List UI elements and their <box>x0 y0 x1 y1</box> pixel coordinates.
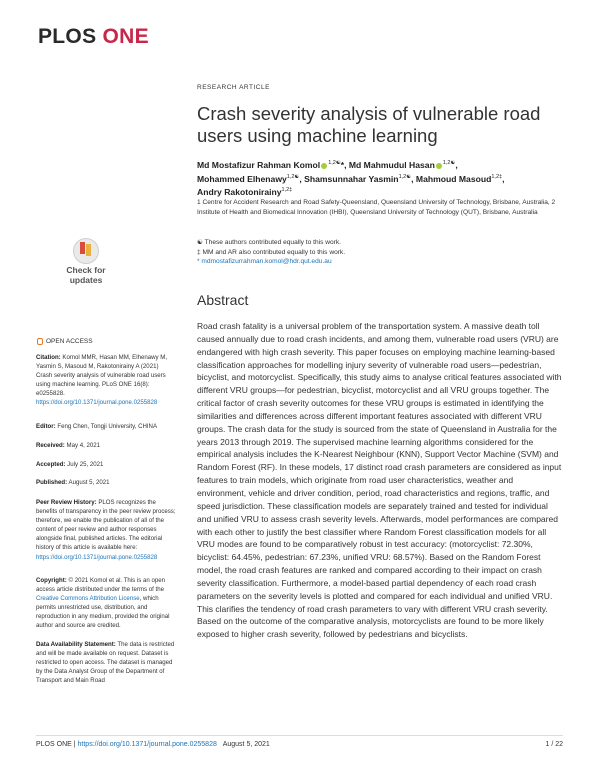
author-name[interactable]: Md Mostafizur Rahman Komol <box>197 159 321 170</box>
editor-block: Editor: Feng Chen, Tongji University, CHINA <box>36 423 158 430</box>
orcid-icon[interactable] <box>436 163 442 169</box>
author-affil-sup: 1,2☯ <box>286 173 300 180</box>
orcid-icon[interactable] <box>321 163 327 169</box>
abstract-text: Road crash fatality is a universal problem of the transportation system. A massive death toll caused annually due to road crash incidents, and among them, vulnerable road users (VRU) are endangered with high crash severity. This paper focuses on employing machine learning-based classification approaches for modelling injury severity of vulnerable road users—pedestrian, bicyclist, and motorcyclist. Specifically, this study aims to analyse critical features associated with different VRU groups—for pedestrian, bicyclist, motorcyclist and all VRU groups together. The critical factor of crash severity outcomes for these VRU groups is estimated in identifying the similarities and differences across different important features associated with different VRU groups. The crash data for the study is sourced from the state of Queensland in Australia for the years 2013 through 2019. The supervised machine learning algorithms considered for the empirical analysis includes the K-Nearest Neighbour (KNN), Support Vector Machine (SVM) and Random Forest (RF). In these models, 17 distinct road crash parameters are considered as input features to train models, which originate from road user characteristics, weather and environment, vehicle and driver condition, period, road characteristics and regions, traffic, and speed jurisdiction. These classification models are separately trained and tested for individual and unified VRU to assess crash severity levels. Afterwards, model performances are compared with each other to justify the best classifier where Random Forest classification models for all VRU modes are found to be comparatively robust in test accuracy: (motorcyclist: 72.30%, bicyclist: 64.45%, pedestrian: 67.23%, unified VRU: 68.57%). Based on the Random Forest model, the road crash features are ranked and compared according to their impact on crash severity classification. Furthermore, a model-based partial dependency of each road crash parameters on the severity levels is plotted and compared for each individual and unified VRU. This clarifies the tendency of road crash parameters to vary with different VRU crash severity. Based on the outcome of the comparative analysis, motorcyclists are found to be more likely exposed to higher crash severity, followed by pedestrians and bicyclists. <box>197 321 562 640</box>
data-availability-block: Data Availability Statement: The data is restricted and will be made available on request. Dataset is restricted to open access. The dataset is managed by the Data Analyst Group of the Department of Transport and Main Road <box>36 641 175 685</box>
author-name[interactable]: Mahmoud Masoud <box>415 173 492 184</box>
author-affil-sup: 1,2☯ <box>328 160 341 166</box>
peer-review-link[interactable]: https://doi.org/10.1371/journal.pone.0255828 <box>36 553 158 561</box>
article-type: RESEARCH ARTICLE <box>197 84 270 91</box>
accepted-block: Accepted: July 25, 2021 <box>36 461 104 468</box>
bookmark-yellow-icon <box>86 244 91 256</box>
open-access-label: OPEN ACCESS <box>37 338 93 345</box>
received-block: Received: May 4, 2021 <box>36 442 101 449</box>
open-access-icon <box>37 338 43 345</box>
logo-plos: PLOS <box>38 25 97 48</box>
logo-one: ONE <box>102 25 149 48</box>
author-list <box>197 158 547 199</box>
author-suffix: , <box>299 173 302 184</box>
page-number: 1 / 22 <box>545 741 563 748</box>
page-footer <box>36 735 563 748</box>
bookmark-red-icon <box>80 242 85 254</box>
author-affil-sup: 1,2‡ <box>281 187 293 194</box>
journal-logo <box>38 25 149 49</box>
published-block: Published: August 5, 2021 <box>36 479 110 486</box>
author-notes <box>197 238 557 267</box>
author-suffix: , <box>455 159 458 170</box>
author-name[interactable]: Andry Rakotonirainy <box>197 186 282 197</box>
equal-contribution-note: ☯ These authors contributed equally to this work. <box>197 239 341 246</box>
author-affil-sup: 1,2‡ <box>491 173 503 180</box>
abstract-heading: Abstract <box>197 292 249 308</box>
author-affil-sup: 1,2☯ <box>398 173 412 180</box>
check-for-updates-badge[interactable] <box>64 238 108 290</box>
author-name[interactable]: Mohammed Elhenawy <box>197 173 287 184</box>
peer-review-block: Peer Review History: PLOS recognizes the benefits of transparency in the peer review process; therefore, we enable the publication of all of the content of peer review and author responses alongside final, published articles. The editorial history of this article is available here: https://doi.org/10.1371/journal.pone.0255828 <box>36 499 176 561</box>
author-suffix: , <box>411 173 414 184</box>
author-suffix: , <box>502 173 505 184</box>
footer-doi-link[interactable]: https://doi.org/10.1371/journal.pone.0255828 <box>77 741 217 748</box>
cc-license-link[interactable]: Creative Commons Attribution License <box>36 595 140 603</box>
citation-block: Citation: Komol MMR, Hasan MM, Elhenawy M, Yasmin S, Masoud M, Rakotonirainy A (2021) Crash severity analysis of vulnerable road users using machine learning. PLoS ONE 16(8): e0255828. https://doi.org/10.1371/journal.pone.0255828 <box>36 354 168 407</box>
mm-ar-note: ‡ MM and AR also contributed equally to this work. <box>197 248 346 256</box>
check-updates-label: Check for updates <box>66 265 106 285</box>
affiliations: 1 Centre for Accident Research and Road Safety-Queensland, Queensland University of Technology, Brisbane, Australia, 2 Institute of Health and Biomedical Innovation (IHBI), Queensland University of Technology (QUT), Brisbane, Australia <box>197 199 556 216</box>
author-affil-sup: 1,2☯ <box>442 160 456 166</box>
author-name[interactable]: Shamsunnahar Yasmin <box>304 173 399 184</box>
citation-doi-link[interactable]: https://doi.org/10.1371/journal.pone.0255828 <box>36 399 158 407</box>
footer-citation: PLOS ONE | https://doi.org/10.1371/journal.pone.0255828 August 5, 2021 <box>36 741 270 748</box>
copyright-block: Copyright: © 2021 Komol et al. This is an open access article distributed under the terms of the Creative Commons Attribution License, which permits unrestricted use, distribution, and reproduction in any medium, provided the original author and source are credited. <box>36 577 170 630</box>
corresponding-email[interactable]: * mdmostafizurrahman.komol@hdr.qut.edu.au <box>197 258 332 266</box>
footer-date: August 5, 2021 <box>222 741 270 748</box>
author-suffix: *, <box>340 159 347 170</box>
article-title: Crash severity analysis of vulnerable road users using machine learning <box>197 103 541 146</box>
author-name[interactable]: Md Mahmudul Hasan <box>348 159 435 170</box>
footer-journal: PLOS ONE <box>36 741 72 748</box>
